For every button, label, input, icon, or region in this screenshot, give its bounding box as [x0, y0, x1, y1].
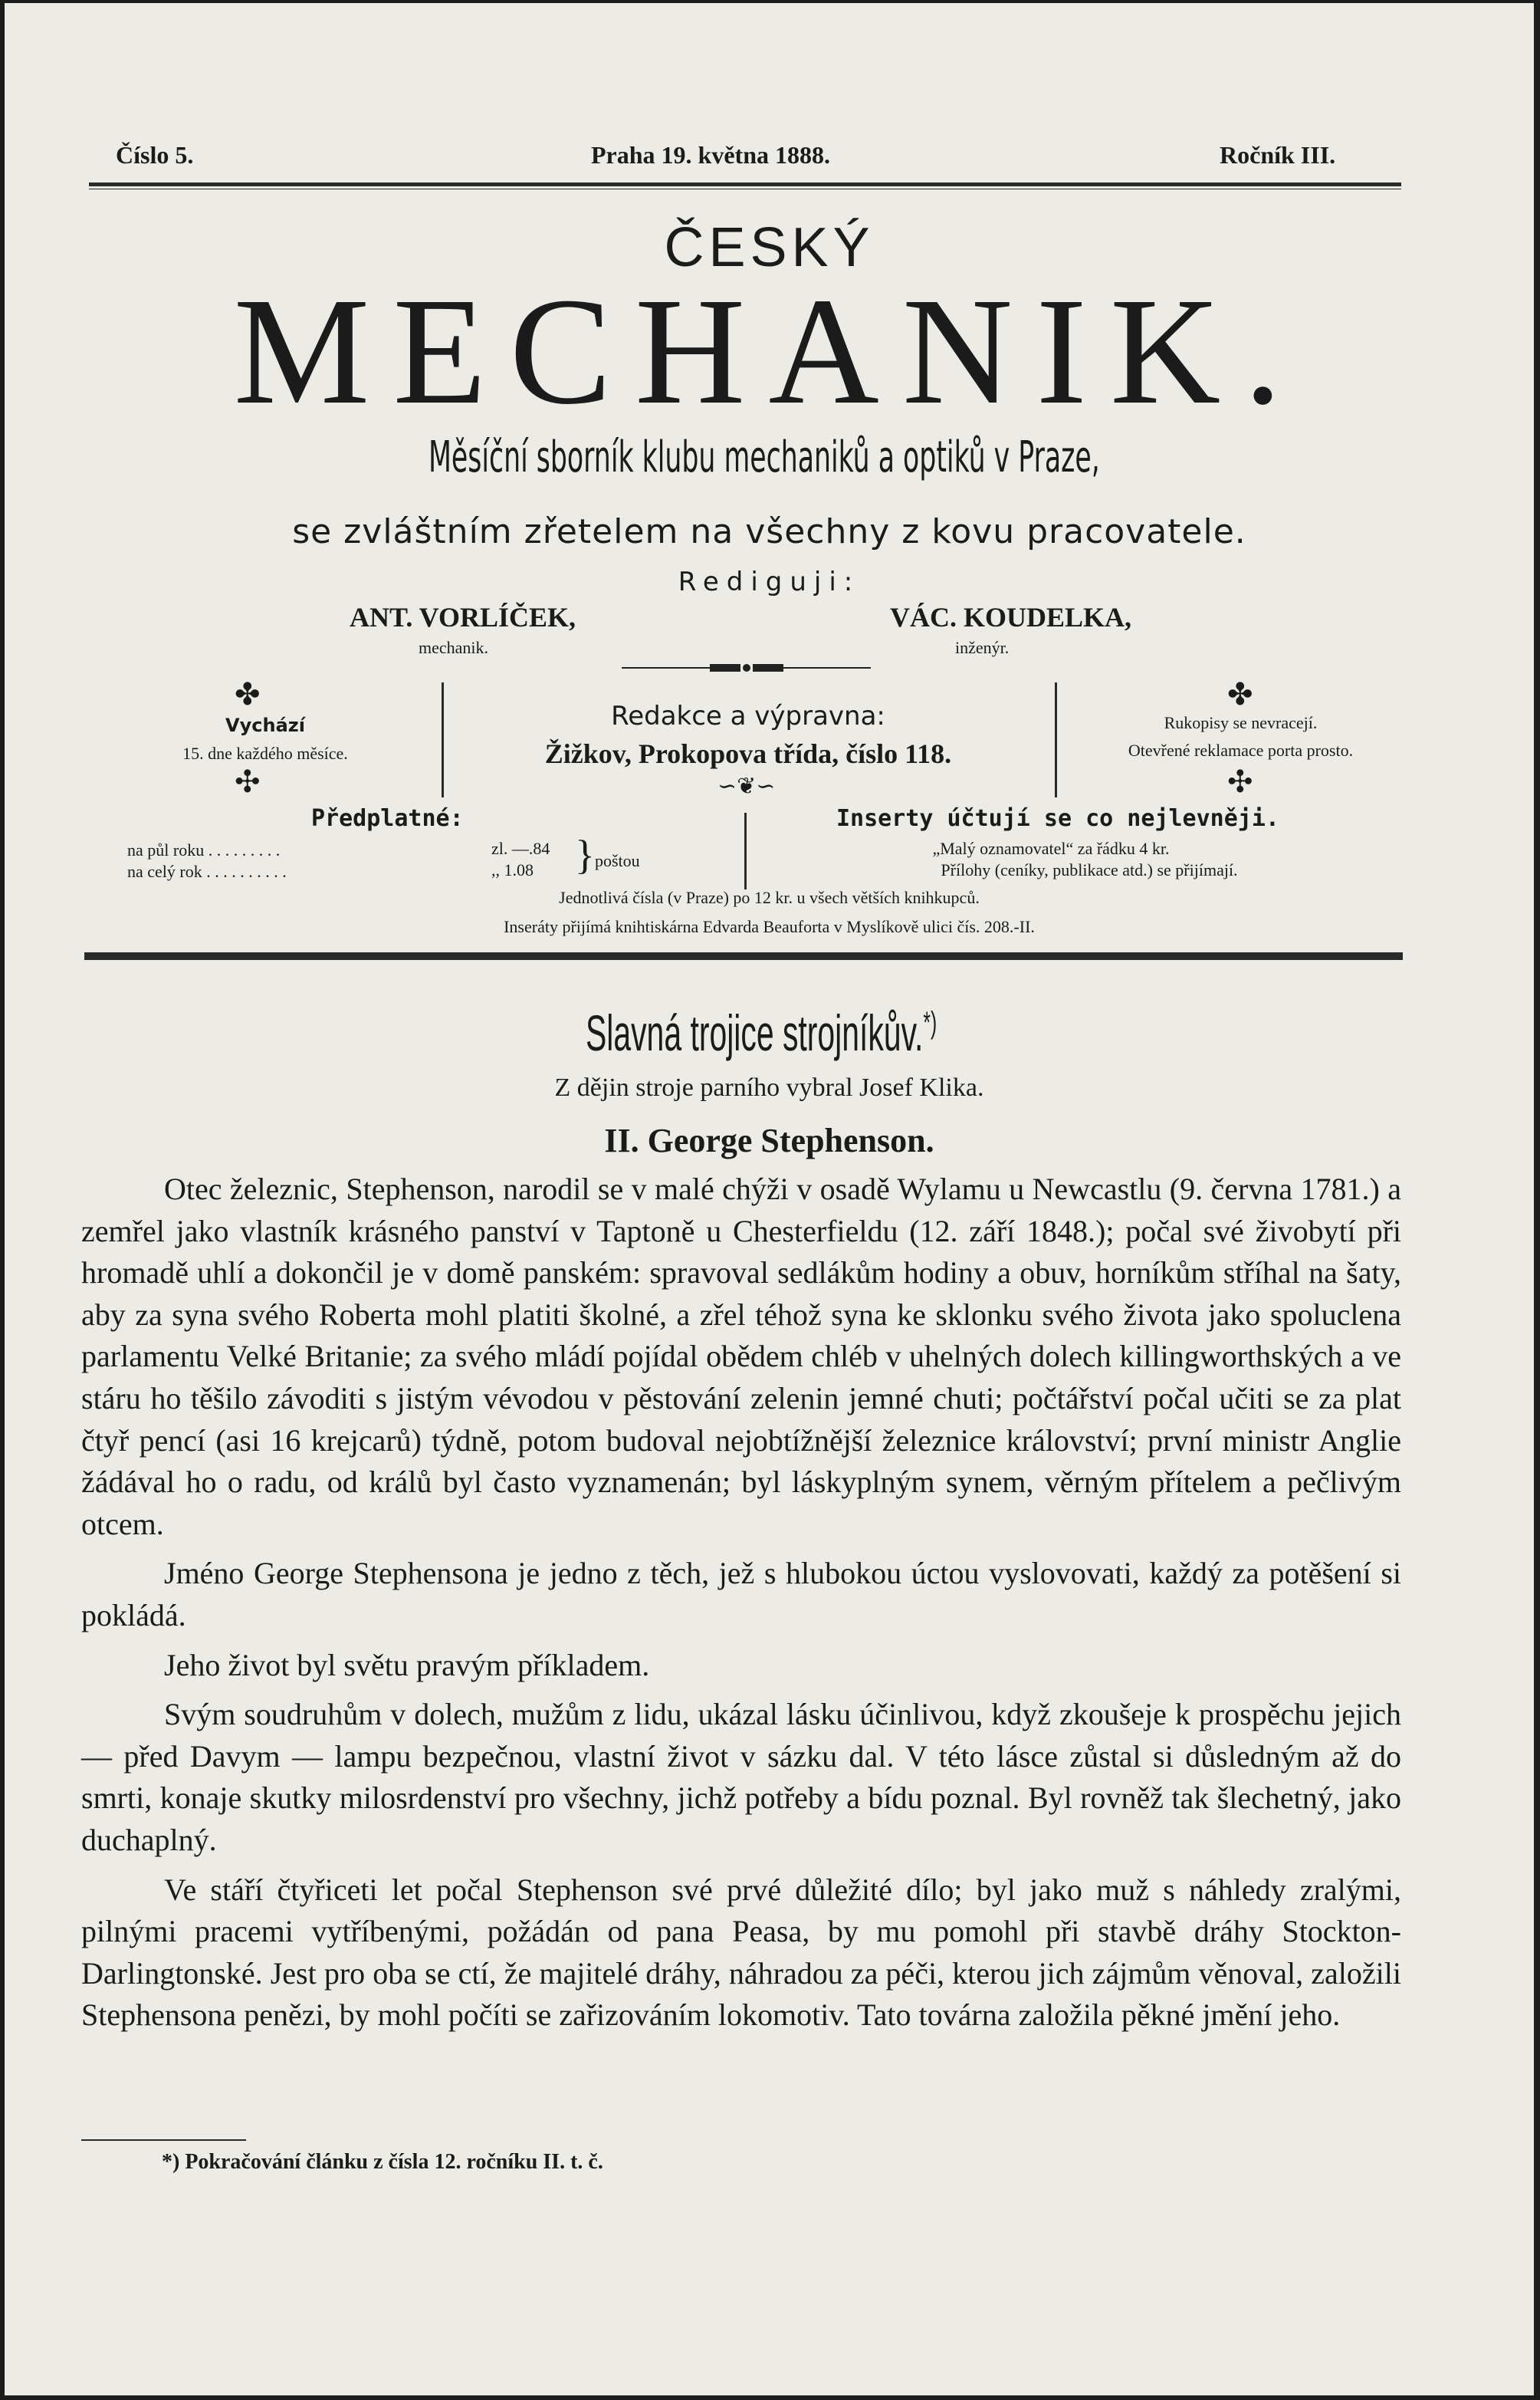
- article-paragraph-3: Jeho život byl světu pravým příkladem.: [164, 1647, 650, 1682]
- issue-number: Číslo 5.: [116, 141, 194, 169]
- issued-label: Vychází: [225, 715, 305, 736]
- ornament-divider-icon: [618, 659, 875, 676]
- fleuron-right-bottom-icon: ✣: [1227, 764, 1253, 799]
- manuscripts-note: Rukopisy se nevracejí.: [1164, 713, 1318, 732]
- ads-title: Inserty účtují se co nejlevněji.: [836, 805, 1279, 832]
- place-date: Praha 19. května 1888.: [591, 141, 830, 169]
- masthead-bottom-rule: [84, 952, 1403, 960]
- subscription-divider: [744, 813, 747, 889]
- article-section-heading: II. George Stephenson.: [604, 1122, 934, 1159]
- advertising-acceptance: Inseráty přijímá knihtiskárna Edvarda Beauforta v Myslíkově ulici čís. 208.-II.: [504, 917, 1035, 936]
- subscription-half-year-price: zl. —.84: [491, 839, 550, 858]
- subscription-title: Předplatné:: [311, 805, 464, 832]
- editor-name-1: ANT. VORLÍČEK,: [350, 602, 576, 633]
- subscription-full-year: na celý rok . . . . . . . . . .: [127, 862, 287, 881]
- article-body: [81, 1169, 1401, 2044]
- article-paragraph-2: Jméno George Stephensona je jedno z těch, jež s hlubokou úctou vyslovovati, každý za potěšení si pokládá.: [81, 1556, 1401, 1632]
- editor-role-2: inženýr.: [955, 638, 1010, 657]
- info-divider-right: [1055, 682, 1057, 797]
- article-title: [287, 1004, 1236, 1062]
- editorial-office-title: Redakce a výpravna:: [611, 701, 885, 732]
- subscription-postal-note: poštou: [595, 851, 640, 870]
- masthead-tagline: se zvláštním zřetelem na všechny z kovu pracovatele.: [292, 512, 1246, 551]
- article-paragraph-5: Ve stáří čtyřiceti let počal Stephenson své prvé důležité dílo; byl jako muž s náhledy zralými, pilnými pracemi vytříbenými, požádán od pana Peasa, by mu pomohl při stavbě dráhy Stockton-Darlingtonské. Jest pro oba se ctí, že majitelé dráhy, náhradou za péči, kterou jich zájmům věnoval, založili Stephensona penězi, by mohl počíti se zařizováním lokomotiv. Tato továrna založila pěkné jmění jeho.: [81, 1872, 1401, 2033]
- header-rule: [89, 182, 1401, 186]
- reclamation-note: Otevřené reklamace porta prosto.: [1128, 741, 1354, 760]
- masthead-subtitle: Měsíční sborník klubu mechaniků a optiků v Praze,: [428, 432, 1100, 482]
- editor-name-2: VÁC. KOUDELKA,: [890, 602, 1132, 633]
- editor-role-1: mechanik.: [419, 638, 489, 657]
- article-title-footnote-mark: *): [923, 1006, 937, 1040]
- article-paragraph-1: Otec železnic, Stephenson, narodil se v malé chýži v osadě Wylamu u Newcastlu (9. června 1781.) a zemřel jako vlastník krásného panství v Taptoně u Chesterfieldu (12. září 1848.); počal své živobytí při hromadě uhlí a dokončil je v domě panském: spravoval sedlákům hodiny a obuv, horníkům stříhal na šaty, aby za syna svého Roberta mohl platiti školné, a zřel téhož syna ke sklonku svého života jako spoluclena parlamentu Velké Britanie; za svého mládí pojídal obědem chléb v uhelných dolech killingworthských a ve stáru ho těšilo závoditi s jistým vévodou v pěstování zelenin jemné chuti; počtářství počal učiti se za plat čtyř pencí (asi 16 krejcarů) týdně, potom budoval nejobtížnější železnice království; první ministr Anglie žádával ho o radu, od králů byl často vyznamenán; byl láskyplným synem, věrným přítelem a pečlivým otcem.: [81, 1172, 1401, 1541]
- article-byline: Z dějin stroje parního vybral Josef Klika.: [554, 1073, 984, 1102]
- article-footnote: *) Pokračování článku z čísla 12. ročníku II. t. č.: [162, 2150, 603, 2174]
- fleuron-left-icon: ✤: [235, 677, 261, 712]
- subscription-half-year: na půl roku . . . . . . . . .: [127, 840, 281, 860]
- ads-supplements: Přílohy (ceníky, publikace atd.) se přijímají.: [941, 860, 1238, 879]
- single-issue-price: Jednotlivá čísla (v Praze) po 12 kr. u všech větších knihkupců.: [559, 888, 980, 907]
- footnote-rule: [81, 2139, 246, 2141]
- scroll-ornament-icon: ∽❦∽: [717, 774, 776, 799]
- newspaper-page: [5, 3, 1534, 2395]
- ads-small-advertiser: „Malý oznamovatel“ za řádku 4 kr.: [932, 839, 1170, 858]
- fleuron-left-bottom-icon: ✣: [235, 764, 261, 799]
- issued-schedule: 15. dne každého měsíce.: [182, 744, 348, 763]
- volume-number: Ročník III.: [1220, 141, 1336, 169]
- fleuron-right-icon: ✤: [1227, 677, 1253, 712]
- masthead-pretitle: ČESKÝ: [664, 217, 875, 278]
- edited-by-label: Rediguji:: [678, 567, 861, 597]
- masthead-title: MECHANIK.: [233, 267, 1305, 436]
- subscription-full-year-price: ,, 1.08: [491, 860, 534, 879]
- info-divider-left: [442, 682, 444, 797]
- brace-icon: }: [575, 832, 595, 878]
- editorial-office-address: Žižkov, Prokopova třída, číslo 118.: [544, 738, 952, 769]
- article-title-text: Slavná trojice strojníkův.: [585, 1004, 924, 1061]
- article-paragraph-4: Svým soudruhům v dolech, mužům z lidu, ukázal lásku účinlivou, když zkoušeje k prospěchu jejich — před Davym — lampu bezpečnou, vlastní život v sázku dal. V této lásce zůstal si důsledným až do smrti, konaje skutky milosrdenství pro všechny, jichž potřeby a bídu poznal. Byl rovněž tak šlechetný, jako duchaplný.: [81, 1697, 1401, 1857]
